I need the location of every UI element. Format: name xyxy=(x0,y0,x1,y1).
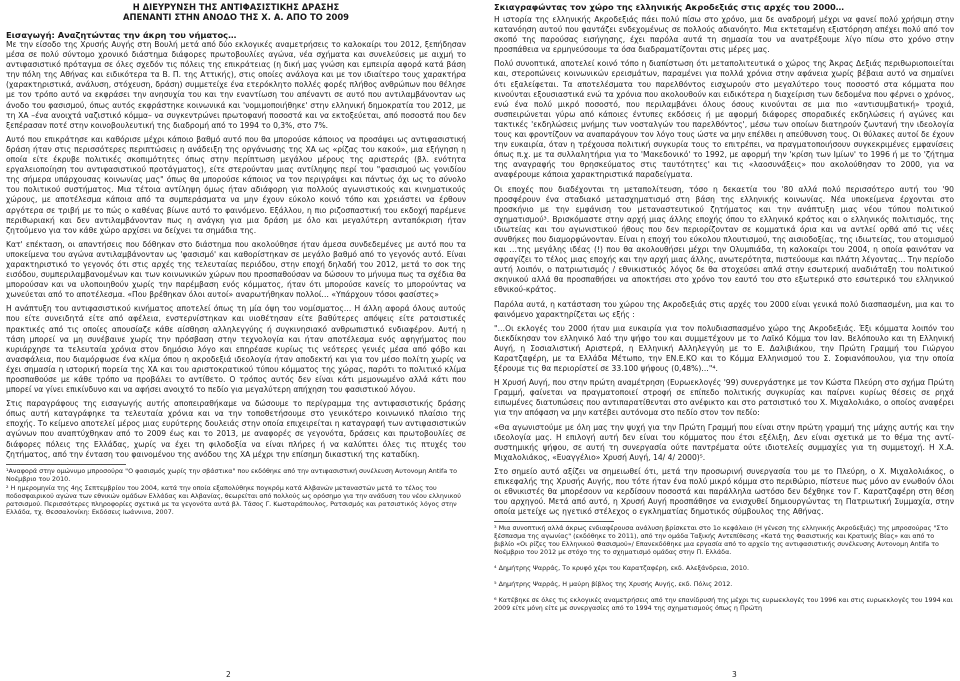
footnote-separator xyxy=(494,521,614,522)
quote: «Θα αγωνιστούμε με όλη μας την ψυχή για την Πρώτη Γραμμή που είναι στην πρώτη γραμμή της μάχης αυτής και την ιδεολογία μας. Η επιλογή αυτή δεν είναι του κόμματος που έτσι εξέλιξη, Δεν είναι σχετικά με το θέμα της αντί-συστημικής ψήφου, σε αυτή τη συνεργασία ούτε παντρέματα ούτε ιδιοτελείς συμμαχίες για τη συμμετοχή. Η Χ.Α. Μιχαλολιάκος, «Ευαγγέλιο» Χρυσή Αυγή, 14/ 4/ 2000)⁵. xyxy=(494,422,954,462)
page-number: 3 xyxy=(732,670,737,679)
page-number: 2 xyxy=(226,670,231,679)
footnote: ¹Αναφορά στην ομώνυμο μπροσούρα "Ο φασισμός χωρίς την σβάστικα" που εκδόθηκε από την αντιφασιστική συνέλευση Αυτονομη Antifa το Νοέμβριο του 2010. xyxy=(6,466,458,483)
paragraph: Η ιστορία της ελληνικής Ακροδεξιάς πάει πολύ πίσω στο χρόνο, μια δε αναδρομή μέχρι να φανεί πολύ χρήσιμη στην κατανόηση αυτού που φαντάζει ενδεχομένως σε πολλούς αδιανόητο. Μια εκτεταμένη εξιστόρηση απέχει πολύ από τον σκοπό της παρούσας εισήγησης, έχει παρόλα αυτά τη σημασία του να ανατρέξουμε λίγο πίσω στο χρόνο στην προσπάθεια να ερμηνεύσουμε τα όσα διαδραματίζονται στις μέρες μας. xyxy=(494,15,954,55)
footnote: ⁶ Κατέβηκε σε όλες τις εκλογικές αναμετρήσεις από την επανίδρυσή της μέχρι τις ευρωεκλογές του 1996 και στις ευρωεκλογές του 1994 και 2009 είτε μόνη είτε με συνεργασίες από το 1994 της σχηματισμούς όπως η Πρώτη xyxy=(494,596,953,613)
footnote: ² Η ημερομηνία της 4ης Σεπτεμβρίου του 2004, κατά την οποία εξαπολύθηκε πογκρόμ κατά Αλβανών μεταναστών μετά το τέλος του ποδοσφαιρικού αγώνα των εθνικών ομάδων Ελλάδας και Αλβανίας, θεωρείται από πολλούς ως ορόσημο για την ανάδυση του νέου ελληνικού ρατσισμού. Περισσότερες πληροφορίες σχετικά με τα γεγονότα αυτά βλ. Τάσος Γ. Κωσταράπουλος, Ρατσισμός και ρατσιστικός λόγος στην Ελλάδα, τχ. Θεσσαλονίκη: Εκδόσεις Ιωάννινα, 2007. xyxy=(6,483,461,516)
quote: "…Οι εκλογές του 2000 ήταν μια ευκαιρία για τον πολυδιασπασμένο χώρο της Ακροδεξιάς. Έξι κόμματα λοιπόν του διεκδίκησαν τον ελληνικό λαό την ψήφο του και συμμετέχουν με το Λαϊκό Κόμμα τον Ιαν. Βελόπουλο και τη Ελληνική Αυγή, η Σοσιαλιστική Αριστερά, η Ελληνική Αλληλεγγύη με το Ε. Δαλιβιάκου, την Πρώτη Γραμμή του Γιώργου Καρατζαφέρη, με τα Ελλάδα Μέτωπο, την ΕΝ.Ε.ΚΟ και το Κόμμα Ελληνισμού του Σ. Σοφιανόπουλου, για την οποία ξέρουμε τις θα περιορίστεί σε 33.100 ψήφους (0,48%)…"⁴. xyxy=(494,323,954,374)
footnote-separator xyxy=(6,464,126,465)
paragraph: Πολύ συνοπτικά, αποτελεί κοινό τόπο η διαπίστωση ότι μεταπολιτευτικά ο χώρος της Άκρας Δεξιάς περιθωριοποιείται και, στεροπώνεις κοινωνικών ερεισμάτων, παραμένει για πολλά χρόνια στην αφάνεια χωρίς βέβαια αυτό να σημαίνει ότι εξαλείφεται. Τα αποτελέσματα του παρελθόντος εισχωρούν στο μεγαλύτερο τους ποσοστό στα κόμματα που κινούνται εξουσιαστικά ενώ τα χρόνια που ακολουθούν και ειδικότερα η διαχείριση των δεδομένα που φέρνει ο χρόνος, ενώ ένα πολύ μικρό ποσοστό, που περιλαμβάνει όλους όσους κινούνται σε μια πιο «αντισυμβατική» τροχιά, συσπειρώνεται γύρω από κάποιες έντυπες εκδόσεις ή με αφορμή διάφορες σποραδικές εκδηλώσεις ή αγώνες και τακτικές 'εκδηλώσεις μνήμης των νοσταλγών του παρελθόντος', μέσω των οποίων διατηρούν ζωντανή την ιδεολογία τους και φροντίζουν να αναπαράγουν τον λόγο τους ώστε να μην επέλθει η απεύθυνση τους. Οι θύλακες αυτοί δε έχουν την ευκαιρία, όταν η τρέχουσα πολιτική συγκυρία τους το επιτρέπει, να πραγματοποιήσουν συγκεκριμένες εμφανίσεις όπως π.χ. με τα συλλαλητήρια για το 'Μακεδονικό' το 1992, με αφορμή την 'κρίση των Ιμίων' το 1996 ή με το 'ζήτημα της αναγραφής του θρησκεύματος στις ταυτότητες' και τις «λαοσυνάξεις» που ακολούθησαν το 2000, για να αναφέρουμε κάποια χαρακτηριστικά παραδείγματα. xyxy=(494,59,954,180)
heading-line-1: Η ΔΙΕΥΡΥΝΣΗ ΤΗΣ ΑΝΤΙΦΑΣΙΣΤΙΚΗΣ ΔΡΑΣΗΣ xyxy=(132,2,340,12)
paragraph: Στο σημείο αυτό αξίζει να σημειωθεί ότι, μετά την προσωρινή συνεργασία του με το Πλεύρη, ο Χ. Μιχαλολιάκος, ο επικεφαλής της Χρυσής Αυγής, που τότε ήταν ένα πολύ μικρό κόμμα στο περιθώριο, πίστευε πως μόνο αν ενωθούν όλοι οι εθνικιστές θα μπορέσουν να κερδίσουν ποσοστά και παράλληλα ωστόσο δεν δέχθηκε τον Γ. Καρατζαφέρη στη θέση του αρχηγού. Μετά από αυτό, η Χρυσή Αυγή προσπάθησε να ενισχυθεί δημιουργώντας τη Πατριωτική Συμμαχία, στην οποία μετείχε ως ηγετικό στέλεχος ο εγκληματίας δημοτικός σύμβουλος της Αθήνας. xyxy=(494,466,954,517)
footnote: ⁵ Δημήτρης Ψαρράς, Η μαύρη βίβλος της Χρυσής Αυγής, εκδ. Πόλις 2012. xyxy=(494,580,733,589)
intro-title: Εισαγωγή: Αναζητώντας την άκρη του νήματος… xyxy=(6,30,237,40)
paragraph: Η Χρυσή Αυγή, που στην πρώτη αναμέτρηση (Ευρωεκλογές '99) συνεργάστηκε με τον Κώστα Πλεύρη στο σχήμα Πρώτη Γραμμή, φαίνεται να πραγματοποιεί στροφή σε επίπεδο πολιτικής συγκυρίας και παίρνει κυρίως θέσεις σε ρηχά ειπωμένες διατυπώσεις που αντιπαρατίθενται στο ανέφικτο και στο ρατσιστικό του Χ. Μιχαλολιάκο, ο οποίος αναφέρει για την απόφαση να μην κατέβει αυτόνομα στο πεδίο στον τον πεδίο: xyxy=(494,378,954,418)
paragraph: Στις παραγράφους της εισαγωγής αυτής αποπειραθήκαμε να δώσουμε το περίγραμμα της αντιφασιστικής δράσης όπως αυτή καταγράφηκε τα τελευταία χρόνια και να την τοποθετήσουμε στο γενικότερο κοινωνικό πλαίσιο της εποχής. Το κείμενο αποτελεί μέρος μιας ευρύτερης δουλειάς στην οποία επιχειρείται η καταγραφή των αντιφασιστικών αγώνων που αναπτύχθηκαν από το 2009 έως και το 2013, με αναφορές σε γεγονότα, δράσεις και πρωτοβουλίες σε διάφορες πόλεις της Ελλάδας, χωρίς να έχει τη φιλοδοξία να είναι πλήρες ή να καλύπτει όλες τις πτυχές του ζητήματος, από την ένταση του φαινομένου της ανόδου της ΧΑ μέχρι την επίσημη δικαστική της καταδίκη. xyxy=(6,399,466,459)
right-page xyxy=(480,0,960,681)
heading-line-2: ΑΠΕΝΑΝΤΙ ΣΤΗΝ ΑΝΟΔΟ ΤΗΣ Χ. Α. ΑΠΟ ΤΟ 2009 xyxy=(122,12,350,22)
paragraph: Με την είσοδο της Χρυσής Αυγής στη Βουλή μετά από δύο εκλογικές αναμετρήσεις το καλοκαίρι του 2012, ξεπήδησαν μέσα σε πολύ σύντομο χρονικό διάστημα διάφορες πρωτοβουλίες αγώνα, νέα σχήματα και συνελεύσεις με αιχμή το αντιφασιστικό πρόταγμα σε όλες σχεδόν τις πόλεις της επικράτειας (η δική μας γνώση και εμπειρία αφορά κατά βάση την πόλη της Αθήνας και ειδικότερα τα Β. Π. της Αττικής), στις οποίες ανάλογα και με τον ιδιαίτερο τους χαρακτήρα (χαρακτηριστικά, ανάλυση, στόχευση, δράση) συμμετείχε ένα ετερόκλητο πολλές φορές πλήθος ανθρώπων που θέλησε με τον τρόπο αυτό να εκφράσει την ανησυχία του και την εναντίωση του απέναντι σε αυτό που αντιλαμβάνονταν ως άνοδο του φασισμού, όπως αυτός εκφράστηκε κοινωνικά και 'νομιμοποιήθηκε' στην ελληνική δημοκρατία του 2012, με τη ΧΑ –ένα ανοιχτά ναζιστικό κόμμα– να συγκεντρώνει πρωτοφανή ποσοστά και να εκτοξεύεται, από ποσοστά που δεν ξεπέρασαν ποτέ στην κοινοβουλευτική της διαδρομή από το 1994 το 0,3%, στο 7%. xyxy=(6,40,466,130)
paragraph: Η ανάπτυξη του αντιφασιστικού κινήματος αποτελεί όπως τη μία όψη του νομίσματος… Η άλλη αφορά όλους αυτούς που είτε συνειδητά είτε από αφέλεια, ενστερνίστηκαν και υιοθέτησαν είτε βαθύτερες απόψεις είτε ρατσιστικές πρακτικές από τις οποίες απουσίαζε κάθε αίσθηση αλληλεγγύης ή συγκινησιακό ανθρωπιστικό ενδιαφέρον. Αυτή η τάση μπορεί να μη συνέβαινε χωρίς την πρόσβαση στην τεχνολογία και ήταν αποτέλεσμα ενός αφηγήματος που κυριάρχησε τα τελευταία χρόνια στον δημόσιο λόγο και επηρέασε κυρίως τις νεότερες γενιές μέσα από φόβο και ανασφάλεια, που διαμόρφωσε ένα κλίμα όπου η ακροδεξιά ιδεολογία ήταν αποδεκτή και για τον μέσο πολίτη χωρίς να έχει σημασία η ιστορική πορεία της ΧΑ και του αριστοκρατικού τύπου κόμματος της χώρας, παρότι το πολιτικό κλίμα προσπαθούσε με κάθε τρόπο να προβάλει το αντίθετο. Ο τρόπος αυτός δεν είναι κάτι μεμονωμένο αλλά κάτι που μπορεί να γίνει επικίνδυνο και να αφήσει ανοιχτό το πεδίο για μεγαλύτερη απήχηση του φασιστικού λόγου. xyxy=(6,304,466,395)
document-heading xyxy=(6,2,466,22)
footnote: ⁴ Δημήτρης Ψαρράς, Το κρυφό χέρι του Καρατζαφέρη, εκδ. Αλεξάνδρεια, 2010. xyxy=(494,564,750,573)
footnote: ³ Μια συνοπτική αλλά άκρως ενδιαφέρουσα ανάλυση βρίσκεται στο 1ο κεφάλαιο (Η γένεση της ελληνικής Ακροδεξιάς) της μπροσούρας "Στο ξέσπασμα της αγωνίας" (εκδόθηκε το 2011), από την ομάδα Ταξικής Αντεπίθεσης «Κατά της Φασιστικής και Κρατικής Βίας» και από το βιβλίο «Οι ρίζες του Ελληνικού Φασισμού»/ Επανεκδόθηκε μια εργασία από το αρχείο της αντιφασιστικής συνέλευσης Αυτονομη Antifa το Νοέμβριο του 2012 με στόχο της το σχηματισμό ομάδας στην Π. Ελλάδα. xyxy=(494,524,949,557)
paragraph: Αυτό που επικράτησε και καθόρισε μέχρι κάποιο βαθμό αυτό που θα μπορούσε κάποιος να προσάψει ως αντιφασιστική δράση ήταν στις περισσότερες περιπτώσεις η ανάδειξη της οργάνωσης της ΧΑ ως «ρίζας του κακού», μια εξήγηση η οποία είτε έκρυβε πολιτικές σκοπιμότητες όπως στην περίπτωση μεγάλου μέρους της αριστεράς (βλ. ενότητα εργαλειοποίηση του αντιφασιστικού προτάγματος), είτε στερούνταν μιας αντίληψης περί του "φασισμού ως γονιδίου της σήμερα υπάρχουσας κοινωνίας μας" όπως θα μπορούσε κάποιος να τον περιγράψει και πάντως όχι ως το σύνολο του πολιτικού συστήματος. Μια τέτοια αντίληψη όμως ήταν αδιάφορη για πολλούς αγωνιστικούς και κινηματικούς χώρους, με αποτέλεσμα κάποια από τα συμπεράσματα να μην έχουν εύκολο κοινό τόπο και χρειάστει να έρθουν αργότερα σε τριβή με το πώς ο καθένας βίωνε αυτό το φαινόμενο. Εξάλλου, η πιο ριζοσπαστική του εκδοχή παρέμενε περιθωριακή και δεν αντιλαμβάνονταν πως η ανάγκη για μια δράση με όλο και μεγαλύτερη ανταπόκριση ήταν ζητούμενο για τον κάθε χώρο αρχίσει να δείχνει τα σημάδια της. xyxy=(6,134,466,235)
paragraph: Οι εποχές που διαδέχονται τη μεταπολίτευση, τόσο η δεκαετία του '80 αλλά πολύ περισσότερο αυτή του '90 προσφέρουν ένα σταδιακό μετασχηματισμό στη βάση της ελληνικής κοινωνίας. Νέα υποκείμενα έρχονται στο προσκήνιο με την εμφάνιση του μεταναστευτικού ζητήματος και την ανάπτυξη μιας νέου τύπου πολιτικού σχηματισμού³. Βρισκόμαστε στην αρχή μιας άλλης εποχής όπου το ελληνικό κράτος και ο ελληνικός πολιτισμός, της ιδιωτείας και του αγωνιστικού ήθους που δεν περιορίζονταν σε κομματικά όρια και να αντλεί ορθά από τις νέες συνθήκες που διαμορφώνονταν. Είναι η εποχή του εύκολου πλουτισμού, της αισιοδοξίας, της ιδιωτείας, του ατομισμού και …της μεγάλης ιδέας (!) που θα ακολουθήσει μέχρι την Ολυμπιάδα, τη καλοκαίρι του 2004, η οποία φαινόταν να σφραγίζει το τέλος μιας εποχής και την αρχή μιας άλλης, ανωτερότητα, πιστεύουμε και πλάτη λέγοντας… Την περίοδο αυτή λοιπόν, ο πατριωτισμός / εθνικιστικός λόγος δε θα στοχεύσει απλά στην εσωτερική αναδιάταξη του πολιτικού σκηνικού αλλά θα προσπαθήσει να αποκτήσει στο χρόνο τον εαυτό του στο εξωτερικό στο εσωτερικό του ελληνικού εθνικού-κράτος. xyxy=(494,184,954,295)
section-title: Σκιαγραφώντας τον χώρο της ελληνικής Ακροδεξιάς στις αρχές του 2000… xyxy=(494,2,845,12)
paragraph: Κατ' επέκταση, οι απαντήσεις που δόθηκαν στο διάστημα που ακολούθησε ήταν άμεσα συνδεδεμένες με αυτό που τα υποκείμενα του αγώνα αντιλαμβάνονταν ως 'φασισμό' και καθορίστηκαν σε μεγάλο βαθμό από το γεγονός αυτό. Είναι χαρακτηριστικό το γεγονός ότι στις αρχές της τελευταίας περιόδου, στην εποχή δηλαδή του 2012, μετά το σοκ της εισόδου, συμπεριλαμβανομένων και των κοινωνικών χώρων που προσπαθούσαν να δώσουν το μήνυμα πως τα σχέδια θα μπορούσαν και να υλοποιηθούν χωρίς την παρέμβαση ενός κόμματος, ήταν ότι μπορούσε κανείς το μπορούντας να χωνεύεται από το αποτέλεσμα. «Που βρέθηκαν όλοι αυτοί» αναρωτήθηκαν πολλοί… «Υπάρχουν τόσοι φασίστες» xyxy=(6,239,466,300)
paragraph: Παρόλα αυτά, η κατάσταση του χώρου της Ακροδεξιάς στις αρχές του 2000 είναι γενικά πολύ διασπασμένη, μια και το φαινόμενο χαρακτηρίζεται ως εξής : xyxy=(494,299,954,319)
